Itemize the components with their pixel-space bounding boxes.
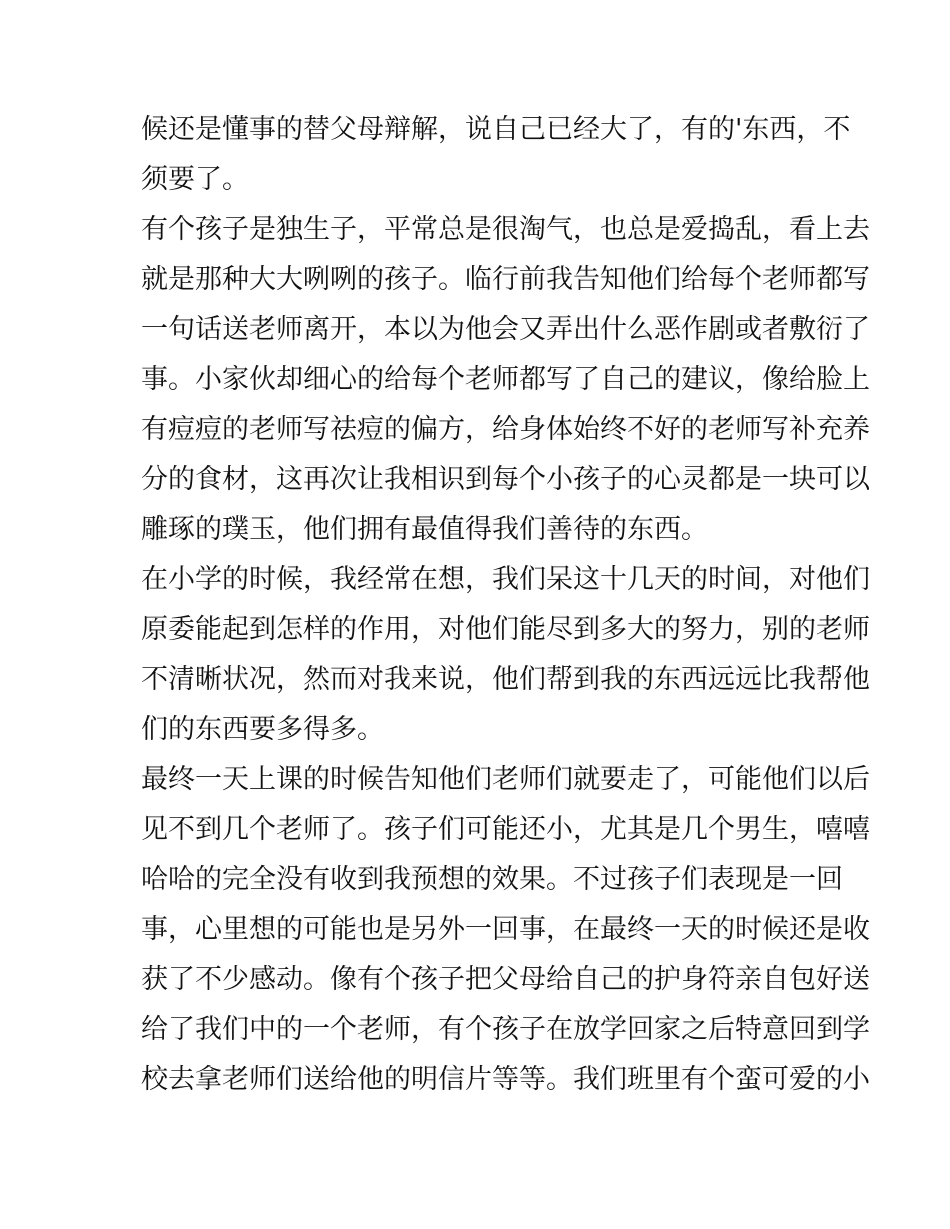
text-line: 就是那种大大咧咧的孩子。临行前我告知他们给每个老师都写 [141,264,870,295]
text-line: 须要了。 [141,164,249,195]
text-line: 雕琢的璞玉，他们拥有最值得我们善待的东西。 [141,514,708,545]
text-line: 有痘痘的老师写祛痘的偏方，给身体始终不好的老师写补充养 [141,414,870,445]
text-line: 哈哈的完全没有收到我预想的效果。不过孩子们表现是一回 [141,864,843,895]
text-line: 分的食材，这再次让我相识到每个小孩子的心灵都是一块可以 [141,464,870,495]
text-line: 获了不少感动。像有个孩子把父母给自己的护身符亲自包好送 [141,964,870,995]
text-line: 原委能起到怎样的作用，对他们能尽到多大的努力，别的老师 [141,614,870,645]
text-line: 校去拿老师们送给他的明信片等等。我们班里有个蛮可爱的小 [141,1064,870,1095]
text-line: 见不到几个老师了。孩子们可能还小，尤其是几个男生，嘻嘻 [141,814,870,845]
text-line: 事。小家伙却细心的给每个老师都写了自己的建议，像给脸上 [141,364,870,395]
text-line: 们的东西要多得多。 [141,714,384,745]
text-line: 最终一天上课的时候告知他们老师们就要走了，可能他们以后 [141,764,870,795]
text-line: 候还是懂事的替父母辩解，说自己已经大了，有的'东西，不 [141,114,851,145]
text-line: 不清晰状况，然而对我来说，他们帮到我的东西远远比我帮他 [141,664,870,695]
text-line: 一句话送老师离开，本以为他会又弄出什么恶作剧或者敷衍了 [141,314,870,345]
text-line: 给了我们中的一个老师，有个孩子在放学回家之后特意回到学 [141,1014,870,1045]
text-line: 事，心里想的可能也是另外一回事，在最终一天的时候还是收 [141,914,870,945]
text-line: 在小学的时候，我经常在想，我们呆这十几天的时间，对他们 [141,564,870,595]
text-line: 有个孩子是独生子，平常总是很淘气，也总是爱捣乱，看上去 [141,214,870,245]
